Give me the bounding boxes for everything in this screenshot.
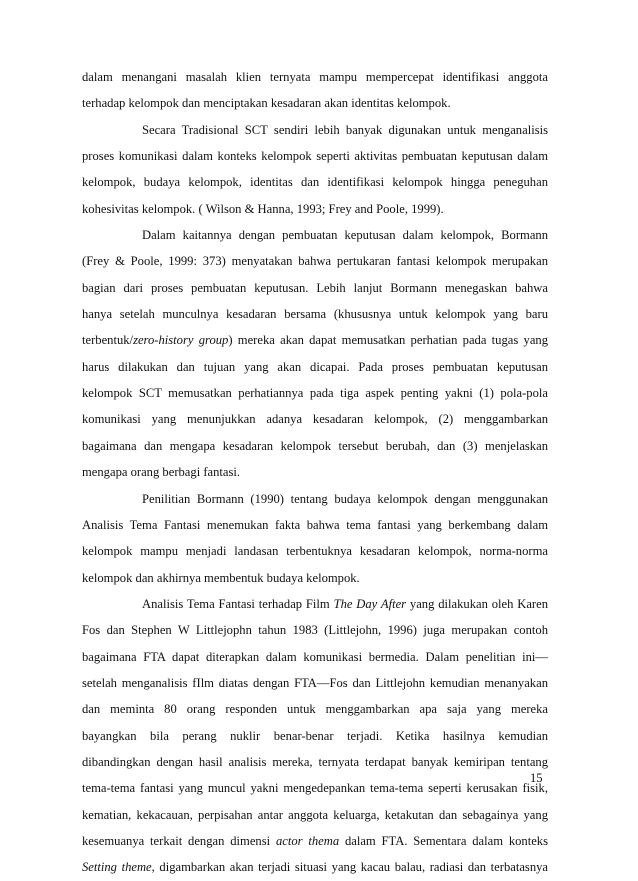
text-line bbox=[82, 406, 548, 432]
text-line bbox=[82, 275, 548, 301]
text-line bbox=[82, 644, 548, 670]
text-line bbox=[82, 749, 548, 775]
text-segment: bayangkan bila perang nuklir benar-benar terjadi. Ketika hasilnya kemudian bbox=[82, 728, 548, 743]
text-segment: kelompok mampu menjadi landasan terbentuknya kesadaran kelompok, norma-norma bbox=[82, 544, 548, 559]
text-segment: Fos dan Stephen W Littlejophn tahun 1983 (Littlejohn, 1996) juga merupakan contoh bbox=[82, 623, 548, 638]
text-segment: bagaimana dan mengapa kesadaran kelompok tersebut berubah, dan (3) menjelaskan bbox=[82, 438, 548, 453]
text-line bbox=[82, 512, 548, 538]
text-line bbox=[82, 169, 548, 195]
text-line bbox=[82, 459, 548, 485]
italic-text-segment: zero-history group bbox=[133, 333, 229, 348]
italic-text-segment: Setting theme bbox=[82, 860, 152, 875]
text-line bbox=[82, 380, 548, 406]
text-segment: kematian, kekacauan, perpisahan antar anggota keluarga, ketakutan dan sebagainya yang bbox=[82, 807, 548, 822]
text-segment: setelah menganalisis fIlm diatas dengan FTA—Fos dan Littlejohn kemudian menanyakan bbox=[82, 675, 548, 690]
text-segment: Secara Tradisional SCT sendiri lebih banyak digunakan untuk menganalisis bbox=[142, 122, 548, 137]
text-line bbox=[82, 196, 548, 222]
text-segment: mengapa orang berbagi fantasi. bbox=[82, 465, 241, 480]
text-line bbox=[82, 775, 548, 801]
text-segment: yang dilakukan oleh Karen bbox=[406, 596, 548, 611]
text-line bbox=[82, 64, 548, 90]
text-line bbox=[82, 327, 548, 353]
body-text bbox=[82, 64, 548, 881]
text-segment: dibandingkan dengan hasil analisis mereka, ternyata terdapat banyak kemiripan tentang bbox=[82, 754, 548, 769]
text-segment: bagian dari proses pembuatan keputusan. Lebih lanjut Bormann menegaskan bahwa bbox=[82, 280, 548, 295]
text-segment: (Frey & Poole, 1999: 373) menyatakan bahwa pertukaran fantasi kelompok merupakan bbox=[82, 254, 548, 269]
text-segment: dalam menangani masalah klien ternyata mampu mempercepat identifikasi anggota bbox=[82, 70, 548, 84]
text-segment: dan meminta 80 orang responden untuk menggambarkan apa saja yang mereka bbox=[82, 702, 548, 717]
text-line bbox=[82, 117, 548, 143]
text-segment: hanya setelah munculnya kesadaran bersama (khususnya untuk kelompok yang baru bbox=[82, 307, 548, 322]
text-segment: Penilitian Bormann (1990) tentang budaya kelompok dengan menggunakan bbox=[142, 491, 548, 506]
text-segment: bagaimana FTA dapat diterapkan dalam komunikasi bermedia. Dalam penelitian ini— bbox=[82, 649, 548, 664]
text-segment: kelompok dan akhirnya membentuk budaya kelompok. bbox=[82, 570, 360, 585]
text-line bbox=[82, 143, 548, 169]
text-line bbox=[82, 486, 548, 512]
text-segment: Analisis Tema Fantasi terhadap Film bbox=[142, 596, 334, 611]
text-line bbox=[82, 538, 548, 564]
text-line bbox=[82, 591, 548, 617]
text-line bbox=[82, 222, 548, 248]
text-line bbox=[82, 670, 548, 696]
text-line bbox=[82, 248, 548, 274]
italic-text-segment: actor thema bbox=[275, 833, 340, 848]
text-segment: Analisis Tema Fantasi menemukan fakta bahwa tema fantasi yang berkembang dalam bbox=[82, 517, 548, 532]
text-line bbox=[82, 854, 548, 880]
text-segment: kesemuanya terkait dengan dimensi bbox=[82, 833, 276, 848]
text-line bbox=[82, 301, 548, 327]
text-segment: terbentuk/ bbox=[82, 333, 134, 348]
text-segment: kelompok, budaya kelompok, identitas dan identifikasi kelompok hingga peneguhan bbox=[82, 175, 548, 190]
text-segment: , digambarkan akan terjadi situasi yang kacau balau, radiasi dan terbatasnya bbox=[151, 860, 548, 875]
text-segment: tema-tema fantasi yang muncul yakni mengedepankan tema-tema seperti kerusakan fisik, bbox=[82, 781, 548, 796]
text-segment: harus dilakukan dan tujuan yang akan dicapai. Pada proses pembuatan keputusan bbox=[82, 359, 548, 374]
text-segment: proses komunikasi dalam konteks kelompok seperti aktivitas pembuatan keputusan dalam bbox=[82, 149, 548, 164]
text-line bbox=[82, 828, 548, 854]
text-segment: komunikasi yang menunjukkan adanya kesadaran kelompok, (2) menggambarkan bbox=[82, 412, 548, 427]
text-segment: kelompok SCT memusatkan perhatiannya pada tiga aspek penting yakni (1) pola-pola bbox=[82, 386, 548, 401]
page-number: 15 bbox=[530, 771, 543, 785]
text-line bbox=[82, 354, 548, 380]
text-line bbox=[82, 565, 548, 591]
text-line bbox=[82, 90, 548, 116]
text-segment: terhadap kelompok dan menciptakan kesadaran akan identitas kelompok. bbox=[82, 96, 451, 111]
italic-text-segment: The Day After bbox=[333, 596, 407, 611]
text-segment: kohesivitas kelompok. ( Wilson & Hanna, 1993; Frey and Poole, 1999). bbox=[82, 201, 444, 216]
text-line bbox=[82, 723, 548, 749]
text-segment: ) mereka akan dapat memusatkan perhatian pada tugas yang bbox=[228, 333, 548, 348]
text-line bbox=[82, 696, 548, 722]
text-line bbox=[82, 617, 548, 643]
text-segment: Dalam kaitannya dengan pembuatan keputusan dalam kelompok, Bormann bbox=[142, 228, 548, 243]
text-line bbox=[82, 802, 548, 828]
text-segment: dalam FTA. Sementara dalam konteks bbox=[339, 833, 548, 848]
text-line bbox=[82, 433, 548, 459]
